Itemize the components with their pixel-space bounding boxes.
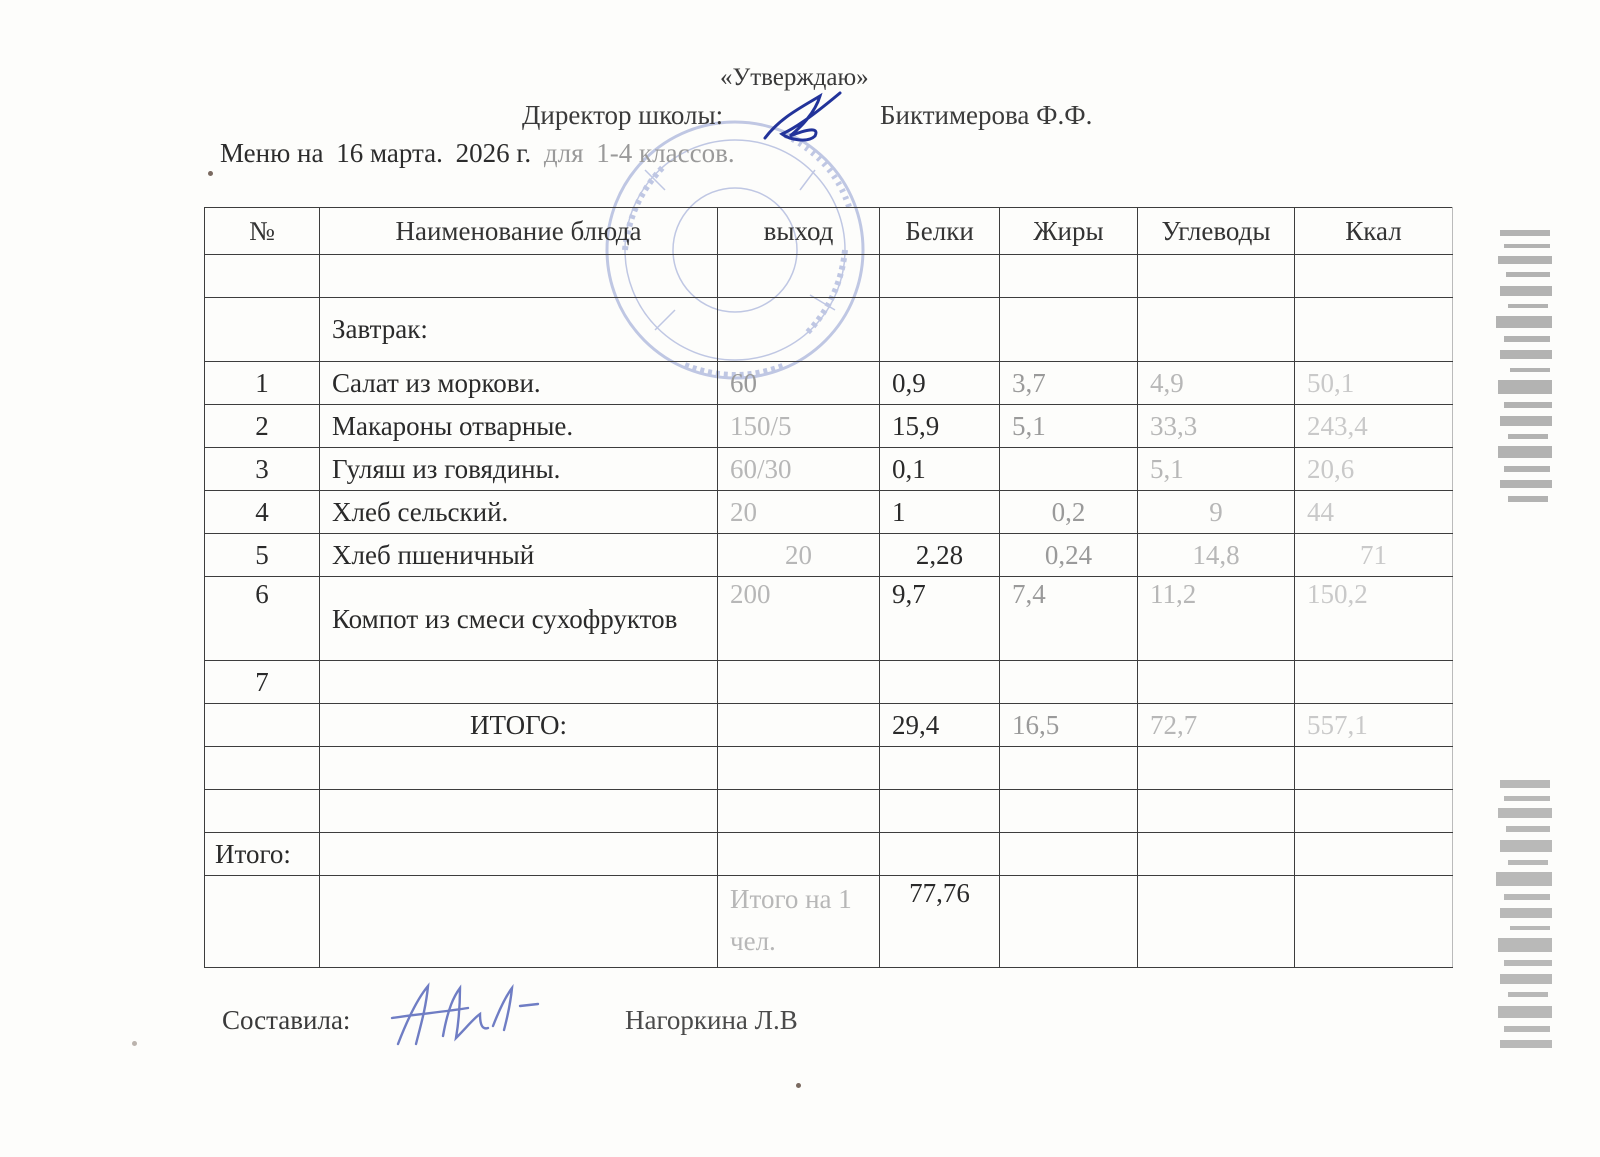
- menu-for: для: [543, 138, 584, 168]
- row-yield: 20: [718, 491, 880, 534]
- menu-year: 2026 г.: [455, 138, 532, 168]
- menu-grades: 1-4 классов.: [596, 138, 735, 168]
- row-kcal: 243,4: [1295, 405, 1453, 448]
- section-label: Завтрак:: [320, 298, 718, 362]
- row-no: 1: [205, 362, 320, 405]
- per-person-label: Итого на 1 чел.: [718, 876, 880, 968]
- row-no: 7: [205, 661, 320, 704]
- table-row: [205, 362, 1453, 405]
- scan-speck: [132, 1041, 137, 1046]
- subtotal-carbs: 72,7: [1138, 704, 1295, 747]
- row-dish: Салат из моркови.: [320, 362, 718, 405]
- row-yield: 20: [718, 534, 880, 577]
- scan-speck: [208, 171, 213, 176]
- row-no: 6: [205, 577, 320, 661]
- row-carbs: 14,8: [1138, 534, 1295, 577]
- subtotal-row: [205, 704, 1453, 747]
- header-yield: выход: [718, 208, 880, 255]
- menu-date: 16 марта.: [336, 138, 443, 168]
- subtotal-protein: 29,4: [880, 704, 1000, 747]
- header-protein: Белки: [880, 208, 1000, 255]
- header-dish: Наименование блюда: [320, 208, 718, 255]
- table-row: [205, 577, 1453, 661]
- row-fat: 7,4: [1000, 577, 1138, 661]
- header-fat: Жиры: [1000, 208, 1138, 255]
- row-no: 5: [205, 534, 320, 577]
- row-kcal: 44: [1295, 491, 1453, 534]
- row-protein: 9,7: [880, 577, 1000, 661]
- row-dish: Хлеб сельский.: [320, 491, 718, 534]
- compiler-signature-icon: [388, 978, 548, 1050]
- table-header-row: [205, 208, 1453, 255]
- table-row: [205, 534, 1453, 577]
- row-dish: Макароны отварные.: [320, 405, 718, 448]
- row-carbs: 33,3: [1138, 405, 1295, 448]
- row-kcal: 71: [1295, 534, 1453, 577]
- row-yield: 150/5: [718, 405, 880, 448]
- row-no: 3: [205, 448, 320, 491]
- row-carbs: 11,2: [1138, 577, 1295, 661]
- row-dish: Компот из смеси сухофруктов: [320, 577, 718, 661]
- table-row-empty: [205, 790, 1453, 833]
- menu-title: [220, 138, 741, 169]
- row-protein: 1: [880, 491, 1000, 534]
- director-name: Биктимерова Ф.Ф.: [880, 100, 1093, 130]
- row-yield: 60/30: [718, 448, 880, 491]
- row-protein: 0,1: [880, 448, 1000, 491]
- director-signature-icon: [760, 88, 850, 148]
- row-fat: 5,1: [1000, 405, 1138, 448]
- table-row: [205, 448, 1453, 491]
- table-row: [205, 491, 1453, 534]
- compiled-by-name: Нагоркина Л.В: [625, 1005, 798, 1035]
- scan-artifact-icon: [1490, 780, 1560, 1060]
- table-row-empty: [205, 255, 1453, 298]
- grand-total-row: [205, 833, 1453, 876]
- row-protein: 0,9: [880, 362, 1000, 405]
- compiled-by-label: Составила:: [222, 1005, 351, 1035]
- subtotal-kcal: 557,1: [1295, 704, 1453, 747]
- row-fat: 3,7: [1000, 362, 1138, 405]
- subtotal-fat: 16,5: [1000, 704, 1138, 747]
- row-carbs: 5,1: [1138, 448, 1295, 491]
- per-person-value: 77,76: [880, 876, 1000, 968]
- table-row: [205, 661, 1453, 704]
- row-dish: Гуляш из говядины.: [320, 448, 718, 491]
- row-kcal: 50,1: [1295, 362, 1453, 405]
- scan-artifact-icon: [1490, 230, 1560, 510]
- row-yield: 200: [718, 577, 880, 661]
- table-row-section: [205, 298, 1453, 362]
- row-kcal: 150,2: [1295, 577, 1453, 661]
- row-no: 2: [205, 405, 320, 448]
- header-carbs: Углеводы: [1138, 208, 1295, 255]
- scan-speck: [796, 1083, 801, 1088]
- table-row-empty: [205, 747, 1453, 790]
- row-yield: 60: [718, 362, 880, 405]
- menu-prefix: Меню на: [220, 138, 324, 168]
- row-protein: 15,9: [880, 405, 1000, 448]
- row-dish: Хлеб пшеничный: [320, 534, 718, 577]
- row-protein: 2,28: [880, 534, 1000, 577]
- table-row: [205, 405, 1453, 448]
- header-kcal: Ккал: [1295, 208, 1453, 255]
- row-fat: 0,2: [1000, 491, 1138, 534]
- row-fat: 0,24: [1000, 534, 1138, 577]
- row-carbs: 4,9: [1138, 362, 1295, 405]
- menu-table: [204, 207, 1453, 968]
- per-person-row: [205, 876, 1453, 968]
- director-label: Директор школы:: [522, 100, 724, 130]
- row-kcal: 20,6: [1295, 448, 1453, 491]
- row-no: 4: [205, 491, 320, 534]
- approval-title: «Утверждаю»: [720, 64, 869, 91]
- row-fat: [1000, 448, 1138, 491]
- subtotal-label: ИТОГО:: [320, 704, 718, 747]
- row-carbs: 9: [1138, 491, 1295, 534]
- header-no: №: [205, 208, 320, 255]
- grand-total-label: Итого:: [205, 833, 320, 876]
